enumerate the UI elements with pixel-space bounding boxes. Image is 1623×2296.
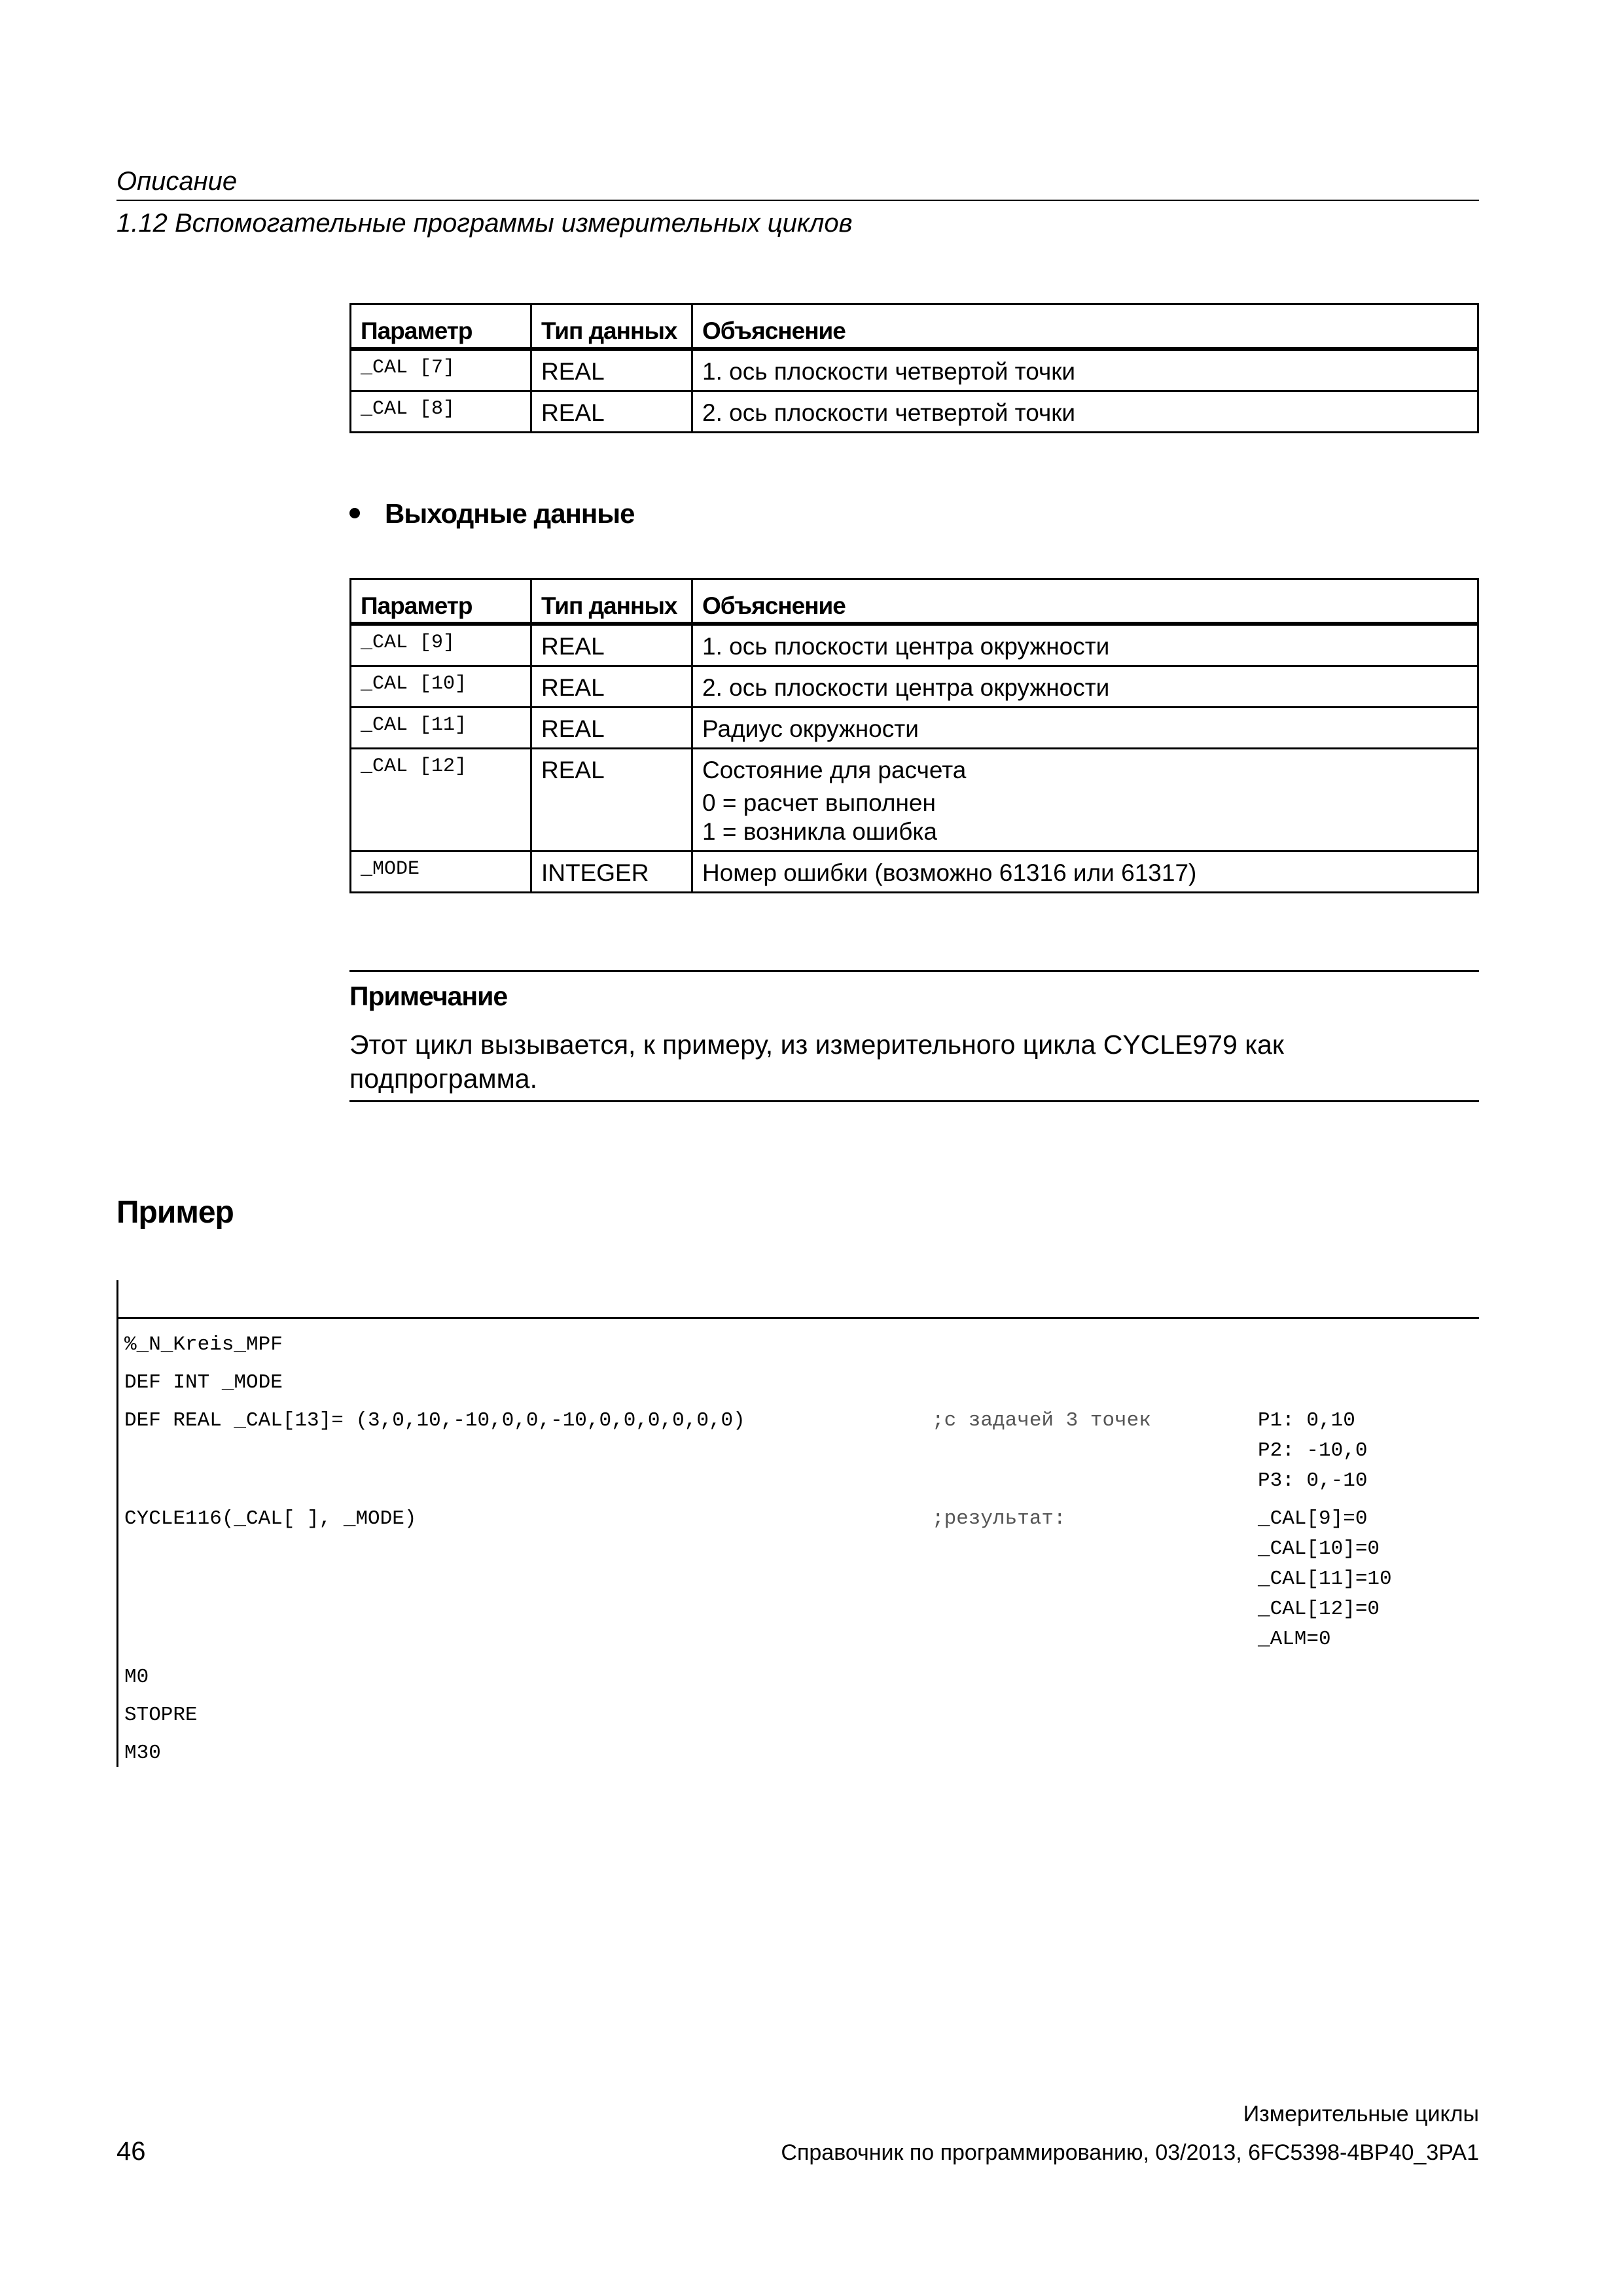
code-value: _CAL[10]=0	[1258, 1537, 1380, 1560]
section-title-header: 1.12 Вспомогательные программы измерительных циклов	[116, 209, 853, 238]
table-row	[351, 749, 1478, 852]
param-cell: _CAL [11]	[351, 708, 531, 749]
code-value: _CAL[11]=10	[1258, 1568, 1392, 1590]
explanation-extra-line: 1 = возникла ошибка	[702, 818, 937, 845]
explanation-cell: Номер ошибки (возможно 61316 или 61317)	[692, 852, 1478, 893]
parameter-table-output	[349, 578, 1479, 893]
table-row	[351, 349, 1478, 391]
explanation-cell: 2. ось плоскости четвертой точки	[692, 391, 1478, 433]
explanation-extra-line: 0 = расчет выполнен	[702, 789, 936, 816]
footer-book-title: Измерительные циклы	[1243, 2102, 1479, 2126]
bullet-icon	[349, 508, 360, 518]
note-title: Примечание	[349, 981, 508, 1011]
type-cell: REAL	[531, 749, 692, 852]
type-cell: REAL	[531, 624, 692, 666]
code-value: _CAL[12]=0	[1258, 1598, 1380, 1621]
code-block-top-rule	[116, 1317, 1479, 1319]
param-cell: _CAL [9]	[351, 624, 531, 666]
page-number: 46	[116, 2137, 146, 2166]
parameter-table-input	[349, 303, 1479, 433]
column-header-type: Тип данных	[531, 579, 692, 624]
type-cell: REAL	[531, 349, 692, 391]
type-cell: INTEGER	[531, 852, 692, 893]
note-bottom-rule	[349, 1100, 1479, 1102]
type-cell: REAL	[531, 666, 692, 708]
footer-manual-info: Справочник по программированию, 03/2013, 6FC5398-4BP40_3PA1	[781, 2140, 1479, 2165]
note-top-rule	[349, 970, 1479, 972]
code-comment: ;результат:	[932, 1507, 1066, 1530]
explanation-cell: Радиус окружности	[692, 708, 1478, 749]
explanation-cell: 1. ось плоскости центра окружности	[692, 624, 1478, 666]
code-line: DEF INT _MODE	[124, 1371, 283, 1394]
code-line: %_N_Kreis_MPF	[124, 1333, 283, 1356]
code-value: _ALM=0	[1258, 1628, 1331, 1651]
chapter-title: Описание	[116, 167, 238, 196]
code-block-left-rule	[116, 1280, 118, 1767]
column-header-parameter: Параметр	[351, 304, 531, 350]
code-line: M0	[124, 1666, 149, 1689]
code-value: _CAL[9]=0	[1258, 1507, 1368, 1530]
note-text: Этот цикл вызывается, к примеру, из измерительного цикла CYCLE979 как подпрограмма.	[349, 1030, 1284, 1094]
output-data-heading-text: Выходные данные	[385, 498, 635, 529]
code-line: STOPRE	[124, 1704, 198, 1727]
type-cell: REAL	[531, 391, 692, 433]
table-row	[351, 391, 1478, 433]
table-header-row	[351, 304, 1478, 350]
output-data-heading	[349, 497, 635, 531]
code-value: P1: 0,10	[1258, 1409, 1355, 1432]
param-cell: _CAL [7]	[351, 349, 531, 391]
explanation-cell: 1. ось плоскости четвертой точки	[692, 349, 1478, 391]
code-line: DEF REAL _CAL[13]= (3,0,10,-10,0,0,-10,0,0,0,0,0,0)	[124, 1409, 745, 1432]
param-cell: _CAL [8]	[351, 391, 531, 433]
explanation-text: Состояние для расчета	[702, 757, 967, 783]
explanation-cell: 2. ось плоскости центра окружности	[692, 666, 1478, 708]
table-header-row	[351, 579, 1478, 624]
header-divider	[116, 200, 1479, 201]
example-title: Пример	[116, 1195, 234, 1230]
table-row	[351, 852, 1478, 893]
param-cell: _CAL [12]	[351, 749, 531, 852]
column-header-type: Тип данных	[531, 304, 692, 350]
code-comment: ;с задачей 3 точек	[932, 1409, 1151, 1432]
column-header-explanation: Объяснение	[692, 304, 1478, 350]
param-cell: _MODE	[351, 852, 531, 893]
explanation-cell	[692, 749, 1478, 852]
code-line: CYCLE116(_CAL[ ], _MODE)	[124, 1507, 417, 1530]
code-value: P2: -10,0	[1258, 1439, 1368, 1462]
column-header-explanation: Объяснение	[692, 579, 1478, 624]
type-cell: REAL	[531, 708, 692, 749]
code-line: M30	[124, 1742, 161, 1765]
code-value: P3: 0,-10	[1258, 1469, 1368, 1492]
table-row	[351, 624, 1478, 666]
table-row	[351, 708, 1478, 749]
param-cell: _CAL [10]	[351, 666, 531, 708]
table-row	[351, 666, 1478, 708]
column-header-parameter: Параметр	[351, 579, 531, 624]
